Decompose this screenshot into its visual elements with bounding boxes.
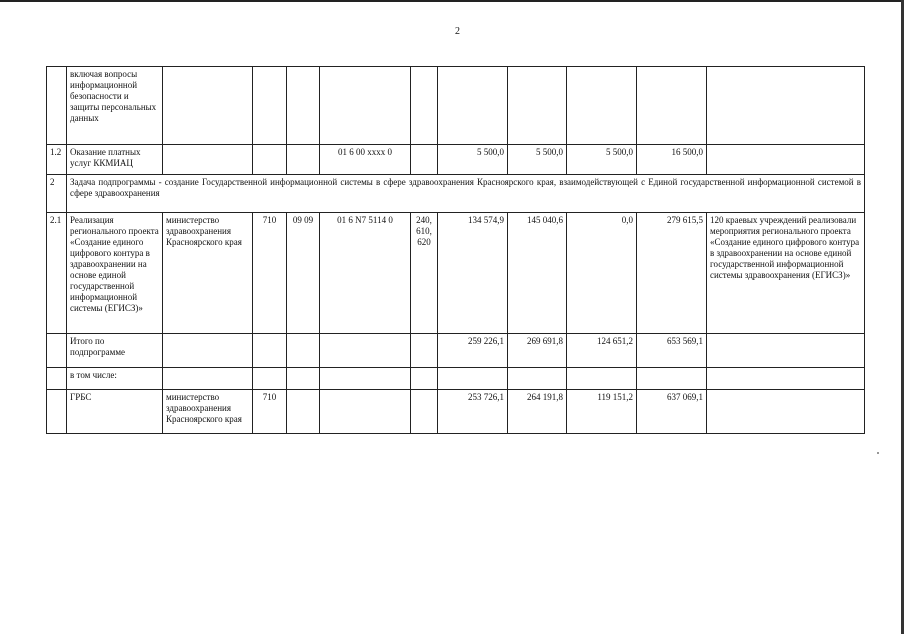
row-number bbox=[47, 334, 67, 368]
grbs-name: министерство здравоохранения Красноярского края bbox=[163, 390, 253, 434]
vr-code bbox=[411, 67, 438, 145]
scan-speck bbox=[877, 452, 879, 454]
event-name: Реализация регионального проекта «Создание единого цифрового контура в здравоохранении на основе единой государственной информационной системы (ЕГИСЗ)» bbox=[67, 213, 163, 334]
program-table bbox=[46, 66, 865, 434]
event-name: Оказание платных услуг ККМИАЦ bbox=[67, 145, 163, 175]
event-name: в том числе: bbox=[67, 368, 163, 390]
table-row bbox=[47, 67, 865, 145]
grbs-code bbox=[253, 334, 287, 368]
rzpr-code bbox=[287, 334, 320, 368]
year-3-amount: 0,0 bbox=[567, 213, 637, 334]
grbs-name bbox=[163, 145, 253, 175]
rzpr-code bbox=[287, 145, 320, 175]
expected-result bbox=[707, 334, 865, 368]
table-row bbox=[47, 334, 865, 368]
task-row bbox=[47, 175, 865, 213]
total-amount: 279 615,5 bbox=[637, 213, 707, 334]
grbs-code bbox=[253, 67, 287, 145]
page-top-edge bbox=[0, 0, 904, 2]
rzpr-code: 09 09 bbox=[287, 213, 320, 334]
expected-result bbox=[707, 67, 865, 145]
row-number bbox=[47, 368, 67, 390]
year-1-amount bbox=[438, 67, 508, 145]
grbs-name bbox=[163, 67, 253, 145]
year-1-amount: 134 574,9 bbox=[438, 213, 508, 334]
expected-result: 120 краевых учреждений реализовали мероприятия регионального проекта «Создание единого цифрового контура в здравоохранении на основе единой государственной информационной системы здравоохранения (ЕГИСЗ)» bbox=[707, 213, 865, 334]
rzpr-code bbox=[287, 67, 320, 145]
vr-code bbox=[411, 390, 438, 434]
year-1-amount bbox=[438, 368, 508, 390]
grbs-name bbox=[163, 368, 253, 390]
event-name: ГРБС bbox=[67, 390, 163, 434]
expected-result bbox=[707, 390, 865, 434]
year-3-amount bbox=[567, 67, 637, 145]
row-number: 2.1 bbox=[47, 213, 67, 334]
grbs-name bbox=[163, 334, 253, 368]
table-row bbox=[47, 368, 865, 390]
csr-code bbox=[320, 67, 411, 145]
table-row bbox=[47, 390, 865, 434]
event-name: Итого по подпрограмме bbox=[67, 334, 163, 368]
row-number bbox=[47, 67, 67, 145]
year-2-amount: 264 191,8 bbox=[508, 390, 567, 434]
csr-code: 01 6 00 xxxx 0 bbox=[320, 145, 411, 175]
task-text: Задача подпрограммы - создание Государственной информационной системы в сфере здравоохранения Красноярского края, взаимодействующей с Единой государственной информационной системой в сфере здравоохранения bbox=[67, 175, 865, 213]
event-name: включая вопросы информационной безопасности и защиты персональных данных bbox=[67, 67, 163, 145]
grbs-code bbox=[253, 368, 287, 390]
grbs-code: 710 bbox=[253, 213, 287, 334]
row-number bbox=[47, 390, 67, 434]
csr-code bbox=[320, 334, 411, 368]
year-1-amount: 5 500,0 bbox=[438, 145, 508, 175]
csr-code bbox=[320, 390, 411, 434]
rzpr-code bbox=[287, 368, 320, 390]
total-amount bbox=[637, 67, 707, 145]
year-2-amount bbox=[508, 67, 567, 145]
year-1-amount: 253 726,1 bbox=[438, 390, 508, 434]
table-row bbox=[47, 213, 865, 334]
vr-code bbox=[411, 334, 438, 368]
vr-code bbox=[411, 145, 438, 175]
grbs-name: министерство здравоохранения Красноярского края bbox=[163, 213, 253, 334]
year-2-amount: 269 691,8 bbox=[508, 334, 567, 368]
page-number: 2 bbox=[455, 26, 460, 37]
table-row bbox=[47, 145, 865, 175]
row-number: 1.2 bbox=[47, 145, 67, 175]
csr-code bbox=[320, 368, 411, 390]
year-3-amount: 119 151,2 bbox=[567, 390, 637, 434]
total-amount: 16 500,0 bbox=[637, 145, 707, 175]
rzpr-code bbox=[287, 390, 320, 434]
task-number: 2 bbox=[47, 175, 67, 213]
vr-code bbox=[411, 368, 438, 390]
year-3-amount bbox=[567, 368, 637, 390]
expected-result bbox=[707, 145, 865, 175]
year-3-amount: 124 651,2 bbox=[567, 334, 637, 368]
year-2-amount: 145 040,6 bbox=[508, 213, 567, 334]
year-3-amount: 5 500,0 bbox=[567, 145, 637, 175]
year-2-amount bbox=[508, 368, 567, 390]
csr-code: 01 6 N7 5114 0 bbox=[320, 213, 411, 334]
grbs-code: 710 bbox=[253, 390, 287, 434]
total-amount: 637 069,1 bbox=[637, 390, 707, 434]
year-2-amount: 5 500,0 bbox=[508, 145, 567, 175]
grbs-code bbox=[253, 145, 287, 175]
total-amount: 653 569,1 bbox=[637, 334, 707, 368]
expected-result bbox=[707, 368, 865, 390]
total-amount bbox=[637, 368, 707, 390]
vr-code: 240, 610, 620 bbox=[411, 213, 438, 334]
year-1-amount: 259 226,1 bbox=[438, 334, 508, 368]
